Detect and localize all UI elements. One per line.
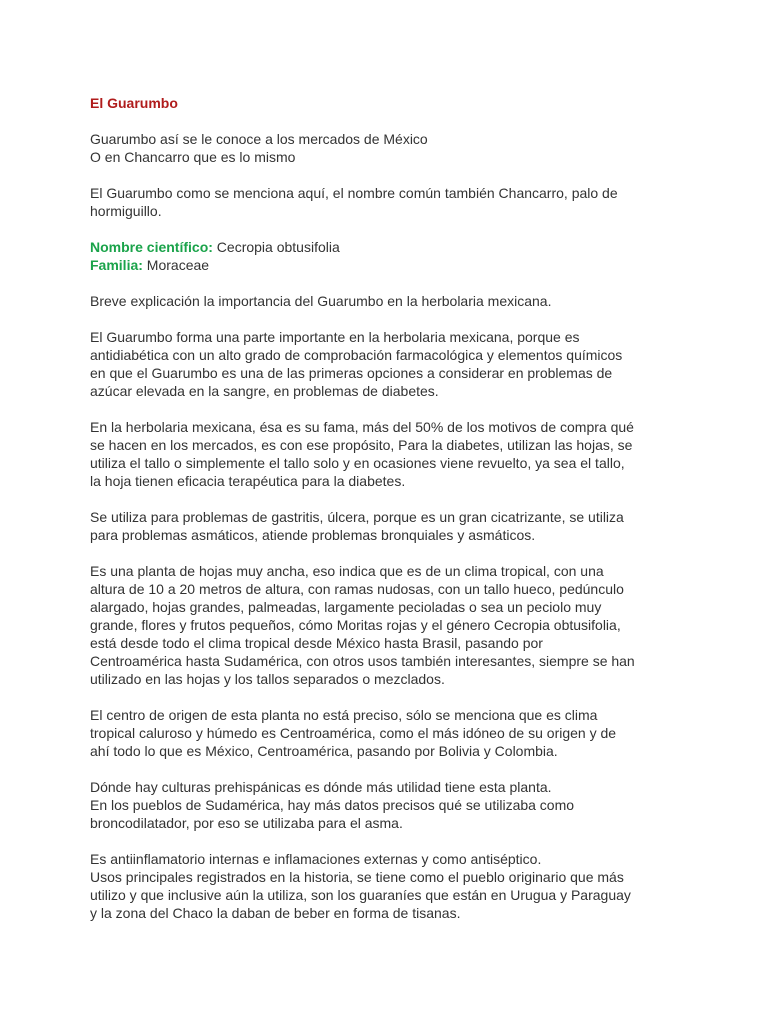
scientific-name-label: Nombre científico:	[90, 239, 213, 255]
paragraph-line: El Guarumbo forma una parte importante en la herbolaria mexicana, porque es	[90, 329, 580, 345]
paragraph-line: para problemas asmáticos, atiende problemas bronquiales y asmáticos.	[90, 527, 536, 543]
paragraph-line: Centroamérica hasta Sudamérica, con otros usos también interesantes, siempre se han	[90, 653, 635, 669]
paragraph-line: alargado, hojas grandes, palmeadas, largamente pecioladas o sea un peciolo muy	[90, 599, 602, 615]
paragraph-line: Dónde hay culturas prehispánicas es dónde más utilidad tiene esta planta.	[90, 779, 552, 795]
paragraph-line: tropical caluroso y húmedo es Centroamérica, como el más idóneo de su origen y de	[90, 725, 617, 741]
paragraph-line: El Guarumbo como se menciona aquí, el nombre común también Chancarro, palo de	[90, 185, 618, 201]
paragraph-line: y la zona del Chaco la daban de beber en forma de tisanas.	[90, 905, 461, 921]
importance-heading-paragraph	[90, 292, 690, 310]
uses-paragraph	[90, 508, 690, 544]
family-value: Moraceae	[142, 257, 210, 273]
family-label: Familia:	[90, 257, 143, 273]
intro-line: O en Chancarro que es lo mismo	[90, 149, 296, 165]
paragraph-line: utiliza el tallo o simplemente el tallo solo y en ocasiones viene revuelto, ya sea el tallo,	[90, 455, 625, 471]
cultures-paragraph	[90, 778, 690, 832]
paragraph-line: utilizo y que inclusive aún la utiliza, son los guaraníes que están en Urugua y Paraguay	[90, 887, 631, 903]
paragraph-line: Breve explicación la importancia del Guarumbo en la herbolaria mexicana.	[90, 293, 552, 309]
paragraph-line: utilizado en las hojas y los tallos separados o mezclados.	[90, 671, 445, 687]
paragraph-line: la hoja tienen eficacia terapéutica para la diabetes.	[90, 473, 406, 489]
paragraph-line: en que el Guarumbo es una de las primeras opciones a considerar en problemas de	[90, 365, 613, 381]
paragraph-line: se hacen en los mercados, es con ese propósito, Para la diabetes, utilizan las hojas, se	[90, 437, 633, 453]
origin-paragraph	[90, 706, 690, 760]
paragraph-line: Es una planta de hojas muy ancha, eso indica que es de un clima tropical, con una	[90, 563, 604, 579]
paragraph-line: Se utiliza para problemas de gastritis, úlcera, porque es un gran cicatrizante, se utiliza	[90, 509, 624, 525]
common-names-paragraph	[90, 184, 690, 220]
history-paragraph	[90, 850, 690, 922]
paragraph-line: hormiguillo.	[90, 203, 162, 219]
taxonomy-block	[90, 238, 690, 274]
family-row	[90, 256, 690, 274]
paragraph-line: azúcar elevada en la sangre, en problemas de diabetes.	[90, 383, 439, 399]
description-paragraph	[90, 562, 690, 688]
document-title: El Guarumbo	[90, 95, 178, 111]
paragraph-line: El centro de origen de esta planta no está preciso, sólo se menciona que es clima	[90, 707, 598, 723]
paragraph-line: está desde todo el clima tropical desde México hasta Brasil, pasando por	[90, 635, 543, 651]
antidiabetic-paragraph	[90, 328, 690, 400]
paragraph-line: En los pueblos de Sudamérica, hay más datos precisos qué se utilizaba como	[90, 797, 575, 813]
paragraph-line: grande, flores y frutos pequeños, cómo Moritas rojas y el género Cecropia obtusifolia,	[90, 617, 621, 633]
fame-paragraph	[90, 418, 690, 490]
intro-paragraph	[90, 130, 690, 166]
scientific-name-value: Cecropia obtusifolia	[212, 239, 340, 255]
paragraph-line: antidiabética con un alto grado de comprobación farmacológica y elementos químicos	[90, 347, 623, 363]
paragraph-line: ahí todo lo que es México, Centroamérica, pasando por Bolivia y Colombia.	[90, 743, 558, 759]
paragraph-line: Usos principales registrados en la historia, se tiene como el pueblo originario que más	[90, 869, 624, 885]
paragraph-line: En la herbolaria mexicana, ésa es su fama, más del 50% de los motivos de compra qué	[90, 419, 634, 435]
intro-line: Guarumbo así se le conoce a los mercados de México	[90, 131, 428, 147]
scientific-name-row	[90, 238, 690, 256]
paragraph-line: altura de 10 a 20 metros de altura, con ramas nudosas, con un tallo hueco, pedúnculo	[90, 581, 624, 597]
paragraph-line: broncodilatador, por eso se utilizaba para el asma.	[90, 815, 403, 831]
paragraph-line: Es antiinflamatorio internas e inflamaciones externas y como antiséptico.	[90, 851, 542, 867]
document-page	[90, 94, 690, 940]
